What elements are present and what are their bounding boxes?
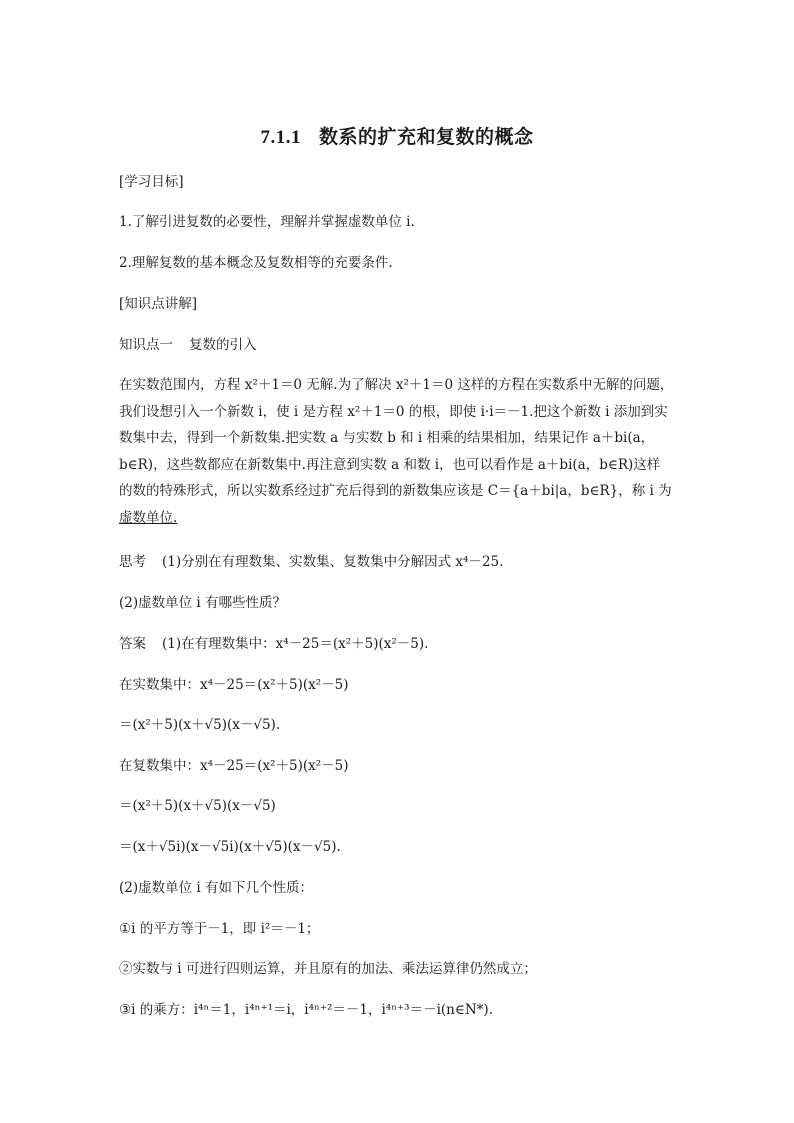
learning-goals-heading: [学习目标]: [119, 174, 184, 190]
property-3: ③i 的乘方：i⁴ⁿ＝1，i⁴ⁿ⁺¹＝i，i⁴ⁿ⁺²＝－1，i⁴ⁿ⁺³＝－i(n∈N*).: [119, 1002, 493, 1018]
think-q1-text: (1)分别在有理数集、实数集、复数集中分解因式 x⁴－25.: [162, 554, 504, 570]
kp1-label: 知识点一: [119, 337, 173, 353]
answer-label: 答案: [119, 636, 146, 652]
answer-complex-1: 在复数集中：x⁴－25＝(x²＋5)(x²－5): [119, 758, 349, 774]
goal-2: 2.理解复数的基本概念及复数相等的充要条件.: [119, 255, 393, 271]
answer-complex-3: ＝(x＋√5i)(x－√5i)(x＋√5)(x－√5).: [119, 839, 341, 855]
knowledge-heading: [知识点讲解]: [119, 296, 198, 312]
property-1: ①i 的平方等于－1，即 i²＝－1；: [119, 921, 320, 937]
intro-line: 在实数范围内，方程 x²＋1＝0 无解.为了解决 x²＋1＝0 这样的方程在实数系中无解的问题，: [119, 377, 674, 393]
answer-real-2: ＝(x²＋5)(x＋√5)(x－√5).: [119, 717, 281, 733]
section-title: 数系的扩充和复数的概念: [318, 126, 534, 148]
intro-line: 的数的特殊形式，所以实数系经过扩充后得到的新数集应该是 C＝{a＋bi|a，b∈R}，称 i 为: [119, 483, 672, 499]
answer-rational: [119, 635, 428, 653]
imaginary-unit-term: 虚数单位.: [119, 509, 178, 526]
answer-properties-intro: (2)虚数单位 i 有如下几个性质：: [119, 880, 314, 896]
intro-line: 数集中去，得到一个新数集.把实数 a 与实数 b 和 i 相乘的结果相加，结果记作 a＋bi(a，: [119, 430, 655, 446]
knowledge-point-1-heading: [119, 336, 257, 354]
think-label: 思考: [119, 554, 146, 570]
answer-real-1: 在实数集中：x⁴－25＝(x²＋5)(x²－5): [119, 677, 349, 693]
property-2: ②实数与 i 可进行四则运算，并且原有的加法、乘法运算律仍然成立；: [119, 961, 537, 977]
think-question-2: (2)虚数单位 i 有哪些性质？: [119, 595, 287, 611]
answer-complex-2: ＝(x²＋5)(x＋√5)(x－√5): [119, 798, 276, 814]
section-number: 7.1.1: [260, 127, 301, 148]
page-title: [0, 122, 794, 149]
goal-1: 1.了解引进复数的必要性，理解并掌握虚数单位 i.: [119, 214, 415, 230]
intro-line: b∈R)，这些数都应在新数集中.再注意到实数 a 和数 i，也可以看作是 a＋bi(a，b∈R)这样: [119, 456, 661, 473]
answer-rational-text: (1)在有理数集中：x⁴－25＝(x²＋5)(x²－5).: [162, 636, 429, 652]
intro-paragraph: [119, 372, 679, 531]
intro-line: 我们设想引入一个新数 i，使 i 是方程 x²＋1＝0 的根，即使 i·i＝－1.把这个新数 i 添加到实: [119, 403, 668, 420]
kp1-title: 复数的引入: [189, 337, 257, 353]
think-question-1: [119, 553, 503, 571]
